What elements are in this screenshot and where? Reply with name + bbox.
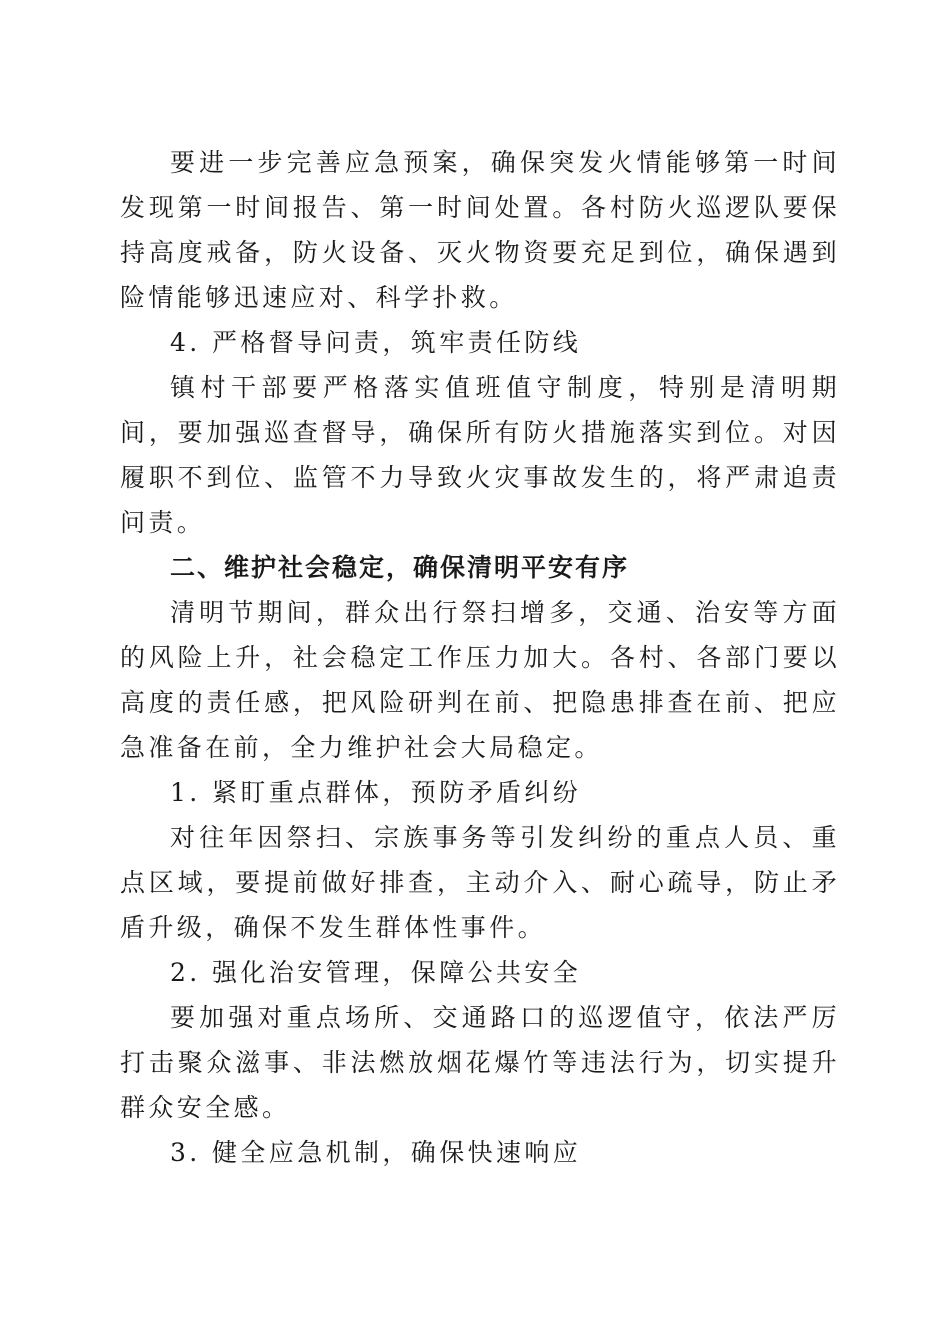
- body-paragraph: 清明节期间，群众出行祭扫增多，交通、治安等方面的风险上升，社会稳定工作压力加大。各村、各部门要以高度的责任感，把风险研判在前、把隐患排查在前、把应急准备在前，全力维护社会大局稳定。: [120, 598, 840, 762]
- section-heading: 二、维护社会稳定，确保清明平安有序: [170, 553, 630, 582]
- body-paragraph: 要进一步完善应急预案，确保突发火情能够第一时间发现第一时间报告、第一时间处置。各村防火巡逻队要保持高度戒备，防火设备、灭火物资要充足到位，确保遇到险情能够迅速应对、科学扑救。: [120, 148, 840, 312]
- body-paragraph: 对往年因祭扫、宗族事务等引发纠纷的重点人员、重点区域，要提前做好排查，主动介入、耐心疏导，防止矛盾升级，确保不发生群体性事件。: [120, 823, 840, 942]
- subheading: 4. 严格督导问责，筑牢责任防线: [170, 328, 582, 357]
- subheading: 1. 紧盯重点群体，预防矛盾纠纷: [170, 778, 582, 807]
- body-paragraph: 要加强对重点场所、交通路口的巡逻值守，依法严厉打击聚众滋事、非法燃放烟花爆竹等违法行为，切实提升群众安全感。: [120, 1003, 840, 1122]
- subheading: 2. 强化治安管理，保障公共安全: [170, 958, 582, 987]
- subheading: 3. 健全应急机制，确保快速响应: [170, 1138, 582, 1167]
- document-body: [120, 140, 840, 1175]
- body-paragraph: 镇村干部要严格落实值班值守制度，特别是清明期间，要加强巡查督导，确保所有防火措施落实到位。对因履职不到位、监管不力导致火灾事故发生的，将严肃追责问责。: [120, 373, 840, 537]
